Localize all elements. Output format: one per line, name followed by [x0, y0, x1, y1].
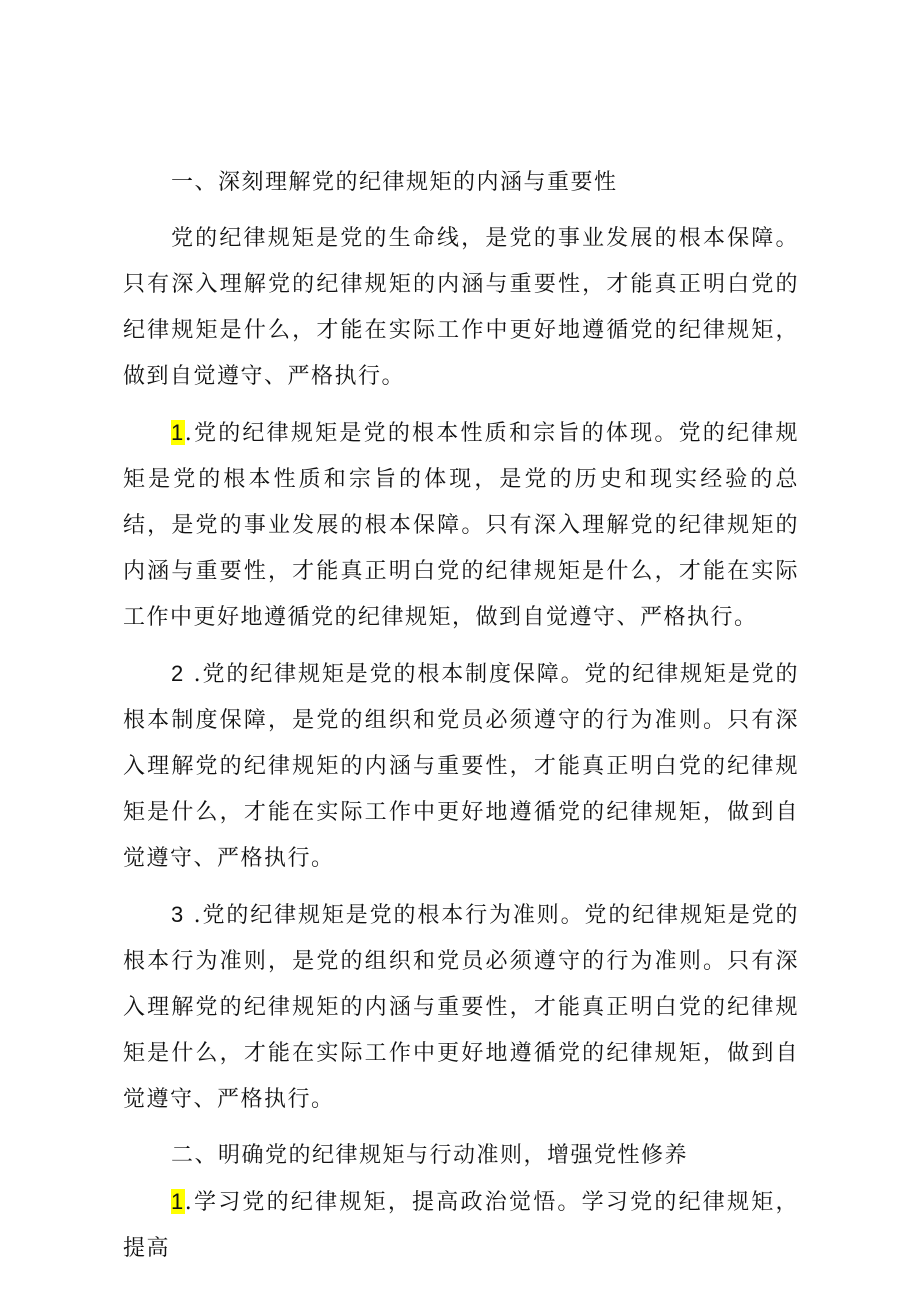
section-1-intro-paragraph: 党的纪律规矩是党的生命线，是党的事业发展的根本保障。只有深入理解党的纪律规矩的内涵与重要性，才能真正明白党的纪律规矩是什么，才能在实际工作中更好地遵循党的纪律规矩，做到自觉遵守、严格执行。 — [123, 226, 799, 389]
item-text: .学习党的纪律规矩，提高政治觉悟。学习党的纪律规矩，提高 — [123, 1190, 799, 1261]
section-1-item-1-paragraph — [123, 410, 799, 641]
section-2-heading: 二、明确党的纪律规矩与行动准则，增强党性修养 — [171, 1143, 689, 1168]
item-text: .党的纪律规矩是党的根本行为准则。党的纪律规矩是党的根本行为准则，是党的组织和党员必须遵守的行为准则。只有深入理解党的纪律规矩的内涵与重要性，才能真正明白党的纪律规矩是什么，才能在实际工作中更好地遵循党的纪律规矩，做到自觉遵守、严格执行。 — [123, 903, 799, 1112]
section-1-item-3-paragraph — [123, 892, 799, 1123]
document-body — [123, 160, 799, 1282]
item-number: 3 — [171, 902, 185, 927]
section-1-heading: 一、深刻理解党的纪律规矩的内涵与重要性 — [171, 170, 618, 195]
item-number-highlighted: 1 — [171, 420, 185, 445]
section-2-item-1-paragraph — [123, 1179, 799, 1272]
item-number-highlighted: 1 — [171, 1189, 185, 1214]
item-text: .党的纪律规矩是党的根本性质和宗旨的体现。党的纪律规矩是党的根本性质和宗旨的体现，是党的历史和现实经验的总结，是党的事业发展的根本保障。只有深入理解党的纪律规矩的内涵与重要性，才能真正明白党的纪律规矩是什么，才能在实际工作中更好地遵循党的纪律规矩，做到自觉遵守、严格执行。 — [123, 421, 799, 630]
section-1-item-2-paragraph — [123, 651, 799, 882]
item-text: .党的纪律规矩是党的根本制度保障。党的纪律规矩是党的根本制度保障，是党的组织和党员必须遵守的行为准则。只有深入理解党的纪律规矩的内涵与重要性，才能真正明白党的纪律规矩是什么，才能在实际工作中更好地遵循党的纪律规矩，做到自觉遵守、严格执行。 — [123, 662, 799, 871]
item-number: 2 — [171, 661, 185, 686]
